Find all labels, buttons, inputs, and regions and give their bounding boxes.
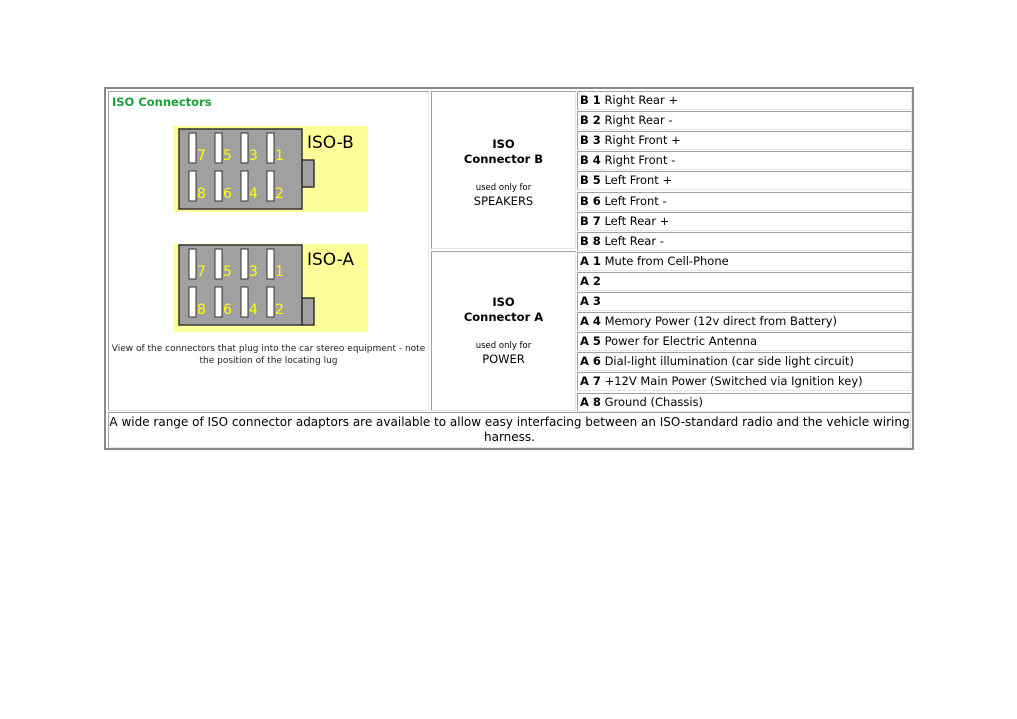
pin-slot bbox=[189, 171, 196, 201]
pin-number-label: 3 bbox=[249, 148, 258, 164]
pin-row bbox=[577, 312, 912, 331]
pin-id: A 8 bbox=[580, 394, 601, 409]
locating-lug-a bbox=[302, 298, 314, 325]
pin-description: Dial-light illumination (car side light circuit) bbox=[604, 354, 854, 369]
pin-row bbox=[577, 131, 912, 150]
connector-a-purpose: POWER bbox=[482, 352, 525, 366]
pin-slot bbox=[215, 249, 222, 279]
pin-row bbox=[577, 192, 912, 211]
pin-number-label: 4 bbox=[249, 186, 258, 202]
pin-description: Mute from Cell-Phone bbox=[604, 253, 729, 268]
pin-row bbox=[577, 292, 912, 311]
pin-description: Right Rear - bbox=[604, 113, 673, 128]
pin-description: Left Rear + bbox=[604, 213, 670, 228]
pin-description: Left Rear - bbox=[604, 233, 664, 248]
pin-number-label: 1 bbox=[275, 264, 284, 280]
connector-a-name-line1: ISO bbox=[492, 295, 515, 309]
pin-description: Left Front + bbox=[604, 173, 673, 188]
connector-b-label: ISO-B bbox=[307, 133, 354, 153]
pin-description: Left Front - bbox=[604, 193, 667, 208]
pin-row bbox=[577, 272, 912, 291]
pin-id: B 2 bbox=[580, 113, 601, 128]
pin-id: B 3 bbox=[580, 133, 601, 148]
pin-description: Memory Power (12v direct from Battery) bbox=[604, 314, 837, 329]
pin-slot bbox=[267, 287, 274, 317]
footer-note: A wide range of ISO connector adaptors are available to allow easy interfacing between an ISO-standard radio and the vehicle wiring harness. bbox=[108, 412, 911, 448]
pin-description: +12V Main Power (Switched via Ignition key) bbox=[604, 374, 863, 389]
pin-row bbox=[577, 212, 912, 231]
pin-number-label: 6 bbox=[223, 302, 232, 318]
pin-id: A 6 bbox=[580, 354, 601, 369]
pin-row bbox=[577, 171, 912, 190]
connector-b-name-line1: ISO bbox=[492, 137, 515, 151]
pin-id: B 7 bbox=[580, 213, 601, 228]
pin-number-label: 2 bbox=[275, 186, 284, 202]
pin-description: Right Front + bbox=[604, 133, 681, 148]
pin-number-label: 2 bbox=[275, 302, 284, 318]
pin-id: A 4 bbox=[580, 314, 601, 329]
pin-slot bbox=[189, 287, 196, 317]
pin-slot bbox=[267, 171, 274, 201]
pin-description: Power for Electric Antenna bbox=[604, 334, 758, 349]
pin-number-label: 3 bbox=[249, 264, 258, 280]
pin-slot bbox=[241, 287, 248, 317]
pin-slot bbox=[215, 287, 222, 317]
pin-id: B 5 bbox=[580, 173, 601, 188]
pin-number-label: 1 bbox=[275, 148, 284, 164]
pin-id: A 2 bbox=[580, 273, 601, 288]
pin-slot bbox=[241, 171, 248, 201]
pin-slot bbox=[241, 249, 248, 279]
pin-row bbox=[577, 332, 912, 351]
pin-slot bbox=[267, 133, 274, 163]
pin-number-label: 5 bbox=[223, 264, 232, 280]
pin-id: A 1 bbox=[580, 253, 601, 268]
pin-slot bbox=[189, 249, 196, 279]
pin-slot bbox=[215, 171, 222, 201]
pin-description: Right Rear + bbox=[604, 93, 678, 107]
pin-id: B 8 bbox=[580, 233, 601, 248]
connector-a-cell bbox=[431, 251, 576, 411]
pin-row bbox=[577, 352, 912, 371]
pin-id: B 6 bbox=[580, 193, 601, 208]
locating-lug-b bbox=[302, 160, 314, 187]
pin-id: A 3 bbox=[580, 294, 601, 308]
pin-row bbox=[577, 252, 912, 271]
diagram-caption: View of the connectors that plug into the car stereo equipment - note the position of the locating lug bbox=[111, 344, 426, 366]
pin-id: B 1 bbox=[580, 93, 601, 107]
pin-number-label: 8 bbox=[197, 186, 206, 202]
connector-b-cell bbox=[431, 91, 576, 249]
pin-number-label: 4 bbox=[249, 302, 258, 318]
connector-a-label: ISO-A bbox=[307, 250, 355, 270]
pin-number-label: 6 bbox=[223, 186, 232, 202]
pin-description: Ground (Chassis) bbox=[604, 394, 704, 409]
pin-slot bbox=[267, 249, 274, 279]
iso-connector-diagram bbox=[173, 126, 368, 332]
pin-row bbox=[577, 91, 912, 110]
pin-number-label: 8 bbox=[197, 302, 206, 318]
pin-row bbox=[577, 111, 912, 130]
pin-id: A 7 bbox=[580, 374, 601, 389]
connector-a-used: used only for bbox=[475, 341, 532, 351]
pin-row bbox=[577, 393, 912, 412]
pin-row bbox=[577, 232, 912, 251]
connector-b-name-line2: Connector B bbox=[463, 152, 544, 166]
connector-b-used: used only for bbox=[475, 183, 532, 193]
iso-connector-table bbox=[104, 87, 914, 450]
diagram-gap bbox=[173, 212, 368, 244]
connector-b-purpose: SPEAKERS bbox=[473, 194, 534, 208]
pin-id: B 4 bbox=[580, 153, 601, 168]
table-title: ISO Connectors bbox=[112, 95, 212, 109]
pin-number-label: 7 bbox=[197, 148, 206, 164]
connector-a-name-line2: Connector A bbox=[463, 310, 544, 324]
pin-row bbox=[577, 372, 912, 391]
pin-id: A 5 bbox=[580, 334, 601, 349]
diagram-cell bbox=[108, 91, 429, 411]
pin-description: Right Front - bbox=[604, 153, 676, 168]
pin-number-label: 7 bbox=[197, 264, 206, 280]
pin-slot bbox=[241, 133, 248, 163]
pin-slot bbox=[215, 133, 222, 163]
pin-row bbox=[577, 151, 912, 170]
pin-slot bbox=[189, 133, 196, 163]
pin-number-label: 5 bbox=[223, 148, 232, 164]
